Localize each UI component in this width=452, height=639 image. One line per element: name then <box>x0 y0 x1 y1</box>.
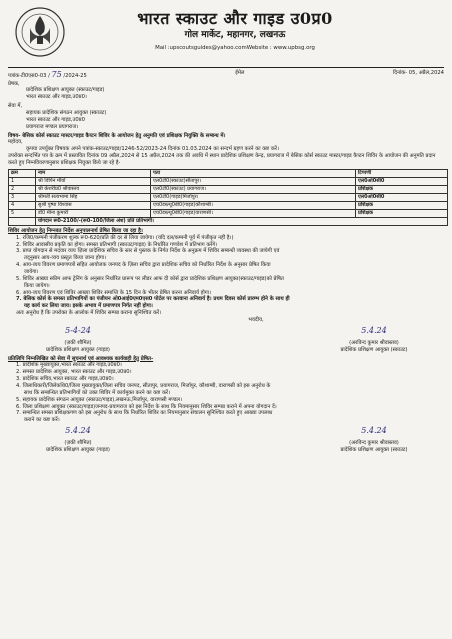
contribution-note: योगदान रू0-2100/-(रू0-100/जिला अंश) प्रति प्रतिभागी। <box>36 217 448 225</box>
signature-left <box>8 426 148 454</box>
reference-session: /2024-25 <box>63 73 87 79</box>
organization-name: भारत स्काउट और गाइड उ0प्र0 <box>137 9 333 28</box>
closing-line: अतः अनुरोध है कि उपरोक्त के आलोक में शिविर सम्पन्न कराना सुनिश्चित करें। <box>16 310 162 317</box>
table-cell: एच0डब्ल्यू0बी0(गाइड)कौशाम्बी। <box>151 201 356 209</box>
signature-row <box>8 326 444 354</box>
instructions-list <box>8 235 444 310</box>
table-cell: प्रशिक्षक <box>356 185 448 193</box>
trainers-table <box>8 169 448 226</box>
reference-line <box>8 70 444 81</box>
table-cell: प्रशिक्षक <box>356 201 448 209</box>
table-cell: सुश्री पुष्पा विश्वास <box>36 201 151 209</box>
table-cell: श्री केशरीप्र0 श्रीवास्तव <box>36 185 151 193</box>
sender-label: प्रेषक, <box>8 80 20 87</box>
table-header-cell: पता <box>151 169 356 177</box>
signatory-name: (अरविन्द कुमार श्रीवास्तव) <box>349 339 399 346</box>
list-item: 6. जिला प्रशिक्षण आयुक्त (स्काउट/गाइड)जनपद-प्रयागराज को इस निर्देश के साथ कि नियमानुसार शिविर सम्पन्न कराने में अपना योगदान दें। <box>16 403 277 410</box>
recipient-label: सेवा में, <box>8 103 23 110</box>
table-cell: प्रशिक्षक <box>356 209 448 217</box>
signature-left-date: 5.4.24 <box>65 426 91 436</box>
list-item: 2. शिविर आवासीय प्रकृति का होगा। समस्त प्रतिभागी (स्काउट/गाइड) के निर्धारित गणवेश में प्रतिभाग करेंगे। <box>16 241 218 248</box>
organization-address: गोल मार्केट, महानगर, लखनऊ <box>184 30 286 41</box>
recipient-block <box>8 103 444 130</box>
table-cell: एल0टी0(स्काउट)सीतापुर। <box>151 177 356 185</box>
sender-block <box>8 81 444 102</box>
table-footer-row <box>9 217 448 225</box>
copy-heading: प्रतिलिपि निम्नलिखित को सेवा में सूचनार्थ एवं आवश्यक कार्यवाही हेतु प्रेषित- <box>8 355 154 362</box>
table-header-cell: क्रम <box>9 169 36 177</box>
table-cell: एल0ओ0सी0 <box>356 177 448 185</box>
body-paragraph: उपरोक्त सन्दर्भित पत्र के क्रम में प्रस्तावित दिनांक 09 अप्रैल,2024 से 15 अप्रैल,2024 तक की अवधि में स्थान प्रादेशिक प्रशिक्षण केन्द्र, प्रयागराज में बेसिक कोर्स स्काउट मास्टर/गाइड कैप्टन शिविर के आयोजन की अनुमति प्रदान करते हुए निम्नविवरणानुसार प्रशिक्षक नियुक्त किये जा रहे है- <box>8 153 436 166</box>
table-cell: श्रीमती सत्यभामा सिंह <box>36 193 151 201</box>
table-cell: एल0टी0(गाइड)मिर्जापुर। <box>151 193 356 201</box>
letterhead <box>8 4 444 66</box>
table-cell: डॉ0 मीना कुमारी <box>36 209 151 217</box>
list-item: 3. प्रादेशिक सचिव,भारत स्काउट और गाइड,उ0प्र0। <box>16 376 114 383</box>
signature-right-date: 5.4.24 <box>361 426 387 436</box>
reference-prefix: पत्रांक-टी0एस0-03 / <box>8 73 50 79</box>
table-row <box>9 193 448 201</box>
signatory-title: प्रादेशिक प्रशिक्षण आयुक्त (गाइड) <box>46 447 110 454</box>
table-cell: श्री विपिन मौर्या <box>36 177 151 185</box>
table-row <box>9 209 448 217</box>
list-item: जायेगा। <box>24 269 39 276</box>
table-header-cell: नाम <box>36 169 151 177</box>
table-cell: 5 <box>9 209 36 217</box>
list-item: 5. शिविर आख्या स्कीम आफ ट्रेनिंग के अनुसार निर्धारित प्रारूप पर लीडर आफ दी कोर्स द्वारा प्रादेशिक प्रशिक्षण आयुक्त(स्काउट/गाइड)को प्रेषित <box>16 275 284 282</box>
recipient-line: सहायक प्रादेशिक संगठन आयुक्त (स्काउट) <box>26 109 107 116</box>
table-row <box>9 177 448 185</box>
regards: भवदीय, <box>248 317 264 324</box>
signature-left-date: 5-4-24 <box>65 325 91 335</box>
list-item: 5. सहायक प्रादेशिक संगठन आयुक्त (स्काउट/गाइड),लखनऊ,मिर्जापुर, वाराणसी मण्डल। <box>16 396 183 403</box>
signatory-name: (अरविन्द कुमार श्रीवास्तव) <box>349 440 399 447</box>
scout-emblem-logo <box>14 6 66 58</box>
dispatch-mode: ईमेल <box>235 70 245 76</box>
contact-line: Mail :upscoutsguides@yahoo.comWebsite : www.upbsg.org <box>155 44 315 51</box>
list-item: 6. आय-व्यय विवरण एवं शिविर आख्या शिविर समाप्ति के 15 दिन के भीतर प्रेषित करना अनिवार्य होगा। <box>16 289 211 296</box>
body-paragraph: कृपया उपर्युक्त विषयक अपने पत्रांक-स्काउट/गाइड/1246-52/2023-24 दिनांक 01.03.2024 का सन्दर्भ ग्रहण करने का कष्ट करें। <box>26 146 279 153</box>
signatory-title: प्रादेशिक प्रशिक्षण आयुक्त (स्काउट) <box>340 447 408 454</box>
list-item: कराने का कष्ट करें। <box>24 417 60 424</box>
table-header-row <box>9 169 448 177</box>
signature-right <box>304 426 444 454</box>
recipient-line: भारत स्काउट और गाइड,उ0प्र0 <box>26 116 85 123</box>
table-cell: एल0ओ0सी0 <box>356 193 448 201</box>
header-divider <box>8 67 444 68</box>
copy-list <box>8 362 444 424</box>
salutation: महोदय, <box>8 139 23 146</box>
table-cell: एल0टी0(स्काउट) प्रयागराज। <box>151 185 356 193</box>
list-item: 7. बेसिक कोर्स के समस्त प्रतिभागियों का पंजीयन ओ0आई0एम0एस0 पोर्टल पर करवाना अनिवार्य है। प्रथम दिवस कोर्स प्रारम्भ होने के साथ ही <box>16 296 290 303</box>
sender-line: भारत स्काउट और गाइड,उ0प्र0। <box>26 94 87 101</box>
reference-number: 75 <box>51 70 62 79</box>
list-item: 4. जिलाधिकारी/जिलेकधि0/जिला मुख्यायुक्त/जिला सचिव जनपद, सीतापुर, प्रयागराज, मिर्जापुर, कौशाम्बी, वाराणसी को इस अनुरोध के <box>16 383 271 390</box>
letter-date: दिनांक- 05, अप्रैल,2024 <box>392 70 444 76</box>
table-header-cell: टिप्पणी <box>356 169 448 177</box>
recipient-line: प्रयागराज मण्डल प्रयागराज। <box>26 123 79 130</box>
list-item: 3. प्राप्त योगदान से मदवार व्यय ज़िला प्रादेशिक सचिव के स्तर से पुस्तक के निर्गत निर्देश के अनुक्रम में शिविर सम्बन्धी व्यवस्था की जायेगी एवं <box>16 248 280 255</box>
list-item: 1. रजि0/कम्पनी पंजीकरण शुल्क रू0-620/प्रति की दर से लिया जायेगा। (यदि दल/कम्पनी पूर्व में पंजीकृत नहीं है।) <box>16 234 234 241</box>
list-item: 4. आय-व्यय विवरण प्रमाणपत्रों सहित आयोजक जनपद के ज़िला सचिव द्वारा प्रादेशिक सचिव को निर्धारित निर्देश के अनुसार प्रेषित किया <box>16 262 271 269</box>
signatory-title: प्रादेशिक प्रशिक्षण आयुक्त (गाइड) <box>46 346 110 353</box>
table-cell: 1 <box>9 177 36 185</box>
bottom-signature-row <box>8 426 444 454</box>
signature-left <box>8 326 148 354</box>
table-cell: 3 <box>9 193 36 201</box>
list-item: तद्नुसार आय-व्यय प्रस्तुत किया जाना होगा। <box>24 255 107 262</box>
list-item: 2. समस्त प्रादेशिक आयुक्त, भारत स्काउट और गाइड,उ0प्र0। <box>16 369 132 376</box>
table-cell: 4 <box>9 201 36 209</box>
signatory-name: (ज़की शौमित) <box>64 339 92 346</box>
signature-right-date: 5.4.24 <box>361 325 387 335</box>
signatory-name: (ज़की शौमित) <box>64 440 92 447</box>
table-row <box>9 201 448 209</box>
signature-right <box>304 326 444 354</box>
list-item: साथ कि सम्बन्धित प्रतिभागियों को उक्त शिविर में कार्यमुक्त करने का कष्ट करें। <box>24 389 171 396</box>
list-item: किया जायेगा। <box>24 282 50 289</box>
signatory-title: प्रादेशिक प्रशिक्षण आयुक्त (स्काउट) <box>340 346 408 353</box>
instructions-heading: शिविर आयोजन हेतु निम्नवत निर्देश अनुपालनार्थ प्रेषित किया जा रहा है। <box>8 227 143 234</box>
list-item: यह कार्य कर लिया जाय। इसके अभाव में प्रमाणपत्र निर्गत नहीं होगा। <box>24 303 153 310</box>
sender-line: प्रादेशिक प्रशिक्षण आयुक्त (स्काउट/गाइड) <box>26 87 105 94</box>
subject-line: विषय- बेसिक कोर्स स्काउट मास्टर/गाइड कैप्टन शिविर के आयोजन हेतु अनुमति एवं प्रशिक्षक नियुक्ति के सम्बन्ध में। <box>8 132 226 139</box>
list-item: 1. प्रादेशिक मुख्यायुक्त,भारत स्काउट और गाइड,उ0प्र0। <box>16 362 122 369</box>
table-cell: 2 <box>9 185 36 193</box>
table-cell: एच0डब्ल्यू0बी0(गाइड)वाराणसी। <box>151 209 356 217</box>
list-item: 7. सम्बन्धित समस्त प्रशिक्षकगण को इस अनुरोध के साथ कि निर्धारित शिविर का नियमानुसार संचालन सुनिश्चित करते हुए आख्या उपलब्ध <box>16 410 273 417</box>
table-row <box>9 185 448 193</box>
